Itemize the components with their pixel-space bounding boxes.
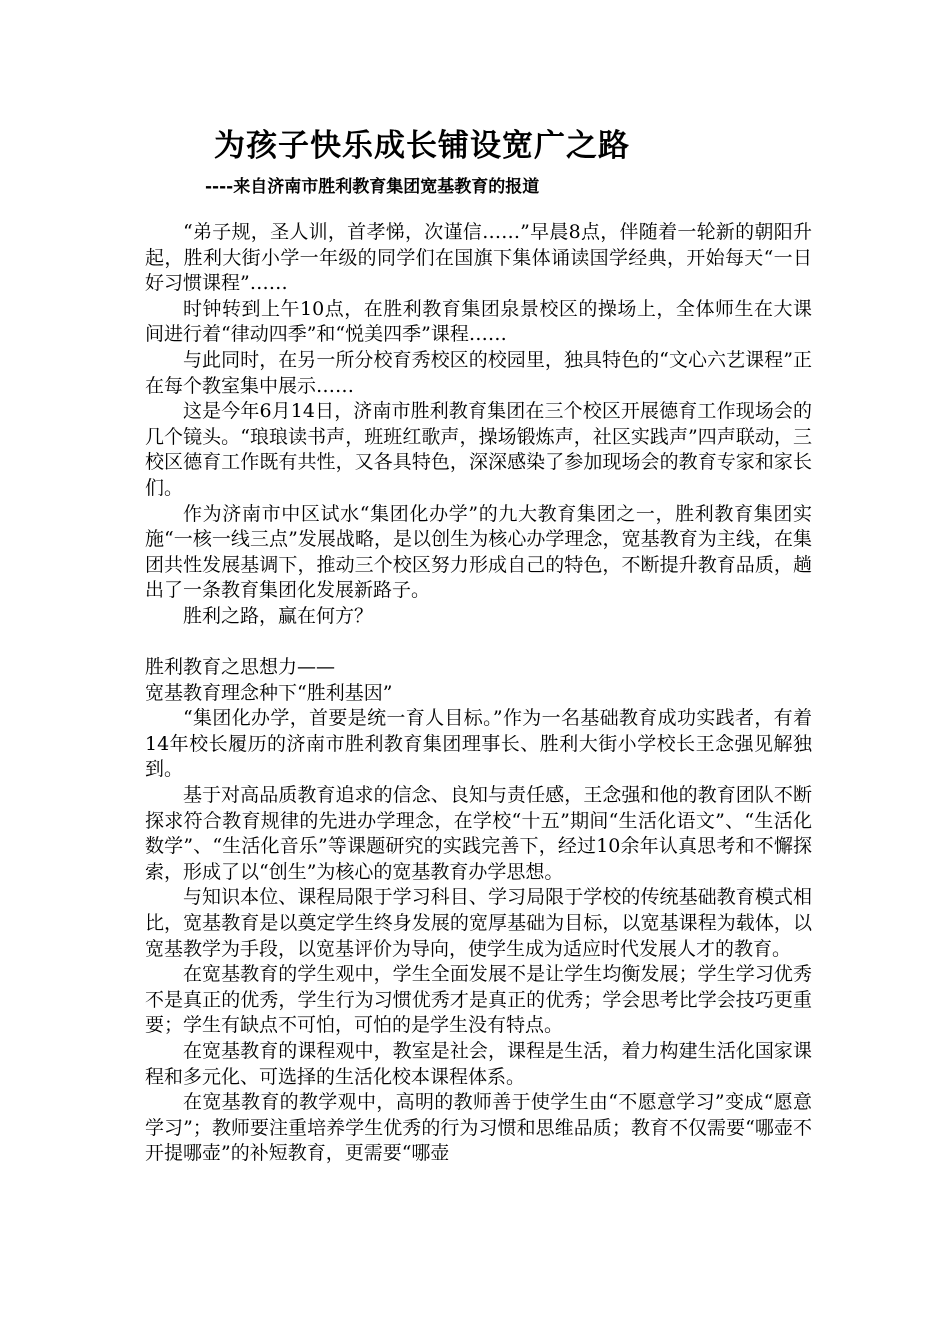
section-paragraph-4: 在宽基教育的学生观中，学生全面发展不是让学生均衡发展；学生学习优秀不是真正的优秀，学生行为习惯优秀才是真正的优秀；学会思考比学会技巧更重要；学生有缺点不可怕，可怕的是学生没有特点。 — [145, 963, 812, 1037]
intro-paragraph-4: 这是今年6月14日，济南市胜利教育集团在三个校区开展德育工作现场会的几个镜头。“琅琅读书声，班班红歌声，操场锻炼声，社区实践声”四声联动，三校区德育工作既有共性，又各具特色，深深感染了参加现场会的教育专家和家长们。 — [145, 400, 812, 499]
paragraph-spacer — [145, 630, 812, 656]
section-paragraph-1: “集团化办学，首要是统一育人目标。”作为一名基础教育成功实践者，有着14年校长履历的济南市胜利教育集团理事长、胜利大街小学校长王念强见解独到。 — [145, 707, 812, 781]
article-body — [145, 220, 812, 1167]
section-paragraph-2: 基于对高品质教育追求的信念、良知与责任感，王念强和他的教育团队不断探求符合教育规律的先进办学理念，在学校“十五”期间“生活化语文”、“生活化数学”、“生活化音乐”等课题研究的实践完善下，经过10余年认真思考和不懈探索，形成了以“创生”为核心的宽基教育办学思想。 — [145, 784, 812, 883]
intro-paragraph-2: 时钟转到上午10点，在胜利教育集团泉景校区的操场上，全体师生在大课间进行着“律动四季”和“悦美四季”课程…… — [145, 297, 812, 346]
document-subtitle: ----来自济南市胜利教育集团宽基教育的报道 — [205, 177, 540, 197]
intro-paragraph-5: 作为济南市中区试水“集团化办学”的九大教育集团之一，胜利教育集团实施“一核一线三点”发展战略，是以创生为核心办学理念，宽基教育为主线，在集团共性发展基调下，推动三个校区努力形成自己的特色，不断提升教育品质，趟出了一条教育集团化发展新路子。 — [145, 502, 812, 602]
section-heading-line1: 胜利教育之思想力—— — [145, 656, 336, 679]
document-title: 为孩子快乐成长铺设宽广之路 — [214, 128, 630, 164]
intro-paragraph-3: 与此同时，在另一所分校育秀校区的校园里，独具特色的“文心六艺课程”正在每个教室集中展示…… — [145, 348, 812, 397]
section-paragraph-6: 在宽基教育的教学观中，高明的教师善于使学生由“不愿意学习”变成“愿意学习”；教师要注重培养学生优秀的行为习惯和思维品质；教育不仅需要“哪壶不开提哪壶”的补短教育，更需要“哪壶 — [145, 1091, 812, 1165]
intro-paragraph-6: 胜利之路，赢在何方？ — [183, 604, 374, 627]
intro-paragraph-1: “弟子规，圣人训，首孝悌，次谨信……”早晨8点，伴随着一轮新的朝阳升起，胜利大街小学一年级的同学们在国旗下集体诵读国学经典，开始每天“一日好习惯课程”…… — [145, 221, 812, 295]
section-paragraph-5: 在宽基教育的课程观中，教室是社会，课程是生活，着力构建生活化国家课程和多元化、可选择的生活化校本课程体系。 — [145, 1040, 812, 1088]
section-paragraph-3: 与知识本位、课程局限于学习科目、学习局限于学校的传统基础教育模式相比，宽基教育是以奠定学生终身发展的宽厚基础为目标，以宽基课程为载体，以宽基教学为手段，以宽基评价为导向，使学生成为适应时代发展人才的教育。 — [145, 886, 812, 960]
section-heading-line2: 宽基教育理念种下“胜利基因” — [145, 681, 393, 704]
